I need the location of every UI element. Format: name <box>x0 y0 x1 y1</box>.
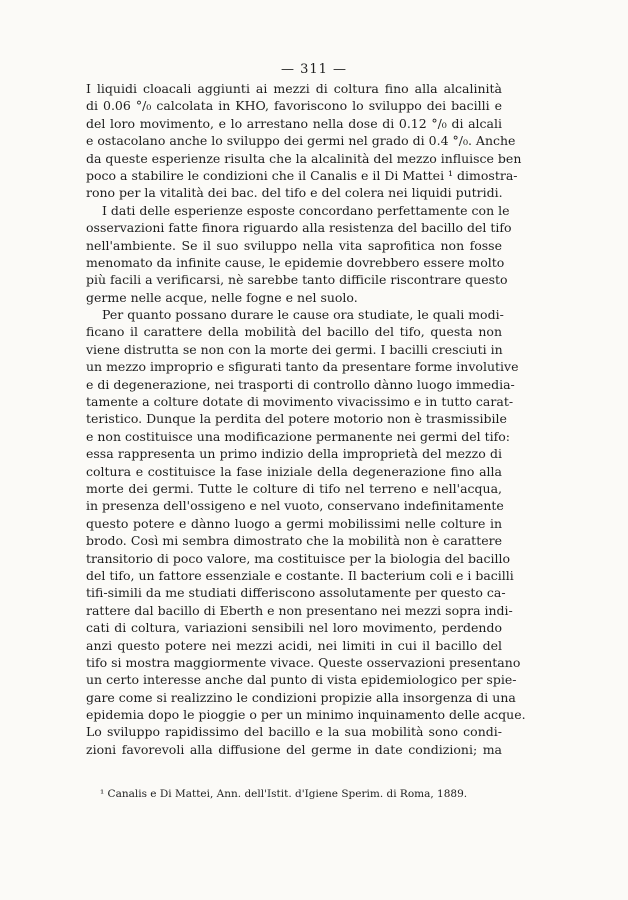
text-line: un mezzo improprio e sfigurati tanto da presentare forme involutive <box>86 359 519 375</box>
text-line: del tifo, un fattore essenziale e costante. Il bacterium coli e i bacilli <box>86 567 514 583</box>
text-line: e non costituisce una modificazione permanente nei germi del tifo: <box>86 428 510 444</box>
text-line: essa rappresenta un primo indizio della improprietà del mezzo di <box>86 446 502 462</box>
text-line: rono per la vitalità dei bac. del tifo e del colera nei liquidi putridi. <box>86 185 503 201</box>
text-line: un certo interesse anche dal punto di vista epidemiologico per spie- <box>86 672 517 688</box>
text-line: e ostacolano anche lo sviluppo dei germi nel grado di 0.4 °/₀. Anche <box>86 133 516 149</box>
text-line: tifi-simili da me studiati differiscono assolutamente per questo ca- <box>86 585 506 601</box>
text-line: Per quanto possano durare le cause ora studiate, le quali modi- <box>102 307 504 323</box>
text-line: poco a stabilire le condizioni che il Canalis e il Di Mattei ¹ dimostra- <box>86 167 518 183</box>
text-line: osservazioni fatte finora riguardo alla resistenza del bacillo del tifo <box>86 220 512 236</box>
text-line: tamente a colture dotate di movimento vivacissimo e in tutto carat- <box>86 394 514 410</box>
text-line: tifo si mostra maggiormente vivace. Queste osservazioni presentano <box>86 654 521 670</box>
text-line: germe nelle acque, nelle fogne e nel suolo. <box>86 289 358 305</box>
text-line: da queste esperienze risulta che la alcalinità del mezzo influisce ben <box>86 150 522 166</box>
text-line: Lo sviluppo rapidissimo del bacillo e la sua mobilità sono condi- <box>86 724 502 740</box>
text-line: ficano il carattere della mobilità del bacillo del tifo, questa non <box>86 324 502 340</box>
text-line: morte dei germi. Tutte le colture di tifo nel terreno e nell'acqua, <box>86 480 502 496</box>
text-line: I liquidi cloacali aggiunti ai mezzi di coltura fino alla alcalinità <box>86 81 502 96</box>
text-line: più facili a verificarsi, nè sarebbe tanto difficile riscontrare questo <box>86 272 508 288</box>
text-line: nell'ambiente. Se il suo sviluppo nella vita saprofitica non fosse <box>86 237 502 253</box>
text-line: I dati delle esperienze esposte concordano perfettamente con le <box>102 202 510 218</box>
text-line: anzi questo potere nei mezzi acidi, nei limiti in cui il bacillo del <box>86 637 502 653</box>
text-line: in presenza dell'ossigeno e nel vuoto, conservano indefinitamente <box>86 498 504 514</box>
text-line: transitorio di poco valore, ma costituisce per la biologia del bacillo <box>86 550 510 566</box>
text-line: viene distrutta se non con la morte dei germi. I bacilli cresciuti in <box>86 341 503 357</box>
text-line: rattere dal bacillo di Eberth e non presentano nei mezzi sopra indi- <box>86 602 513 618</box>
text-line: zioni favorevoli alla diffusione del germe in date condizioni; ma <box>86 741 502 757</box>
footnote: ¹ Canalis e Di Mattei, Ann. dell'Istit. d'Igiene Sperim. di Roma, 1889. <box>100 788 468 800</box>
text-line: e di degenerazione, nei trasporti di controllo dànno luogo immedia- <box>86 376 515 392</box>
text-line: menomato da infinite cause, le epidemie dovrebbero essere molto <box>86 254 505 270</box>
page-number: — 311 — <box>280 62 348 77</box>
text-line: di 0.06 °/₀ calcolata in KHO, favoriscono lo sviluppo dei bacilli e <box>86 98 502 114</box>
text-line: gare come si realizzino le condizioni propizie alla insorgenza di una <box>86 689 516 705</box>
text-line: brodo. Così mi sembra dimostrato che la mobilità non è carattere <box>86 533 502 549</box>
text-line: cati di coltura, variazioni sensibili nel loro movimento, perdendo <box>86 620 502 636</box>
text-line: teristico. Dunque la perdita del potere motorio non è trasmissibile <box>86 411 507 427</box>
text-line: coltura e costituisce la fase iniziale della degenerazione fino alla <box>86 463 502 479</box>
text-line: del loro movimento, e lo arrestano nella dose di 0.12 °/₀ di alcali <box>86 115 502 131</box>
text-line: epidemia dopo le pioggie o per un minimo inquinamento delle acque. <box>86 707 526 723</box>
body-text <box>86 80 526 758</box>
text-line: questo potere e dànno luogo a germi mobilissimi nelle colture in <box>86 515 502 531</box>
